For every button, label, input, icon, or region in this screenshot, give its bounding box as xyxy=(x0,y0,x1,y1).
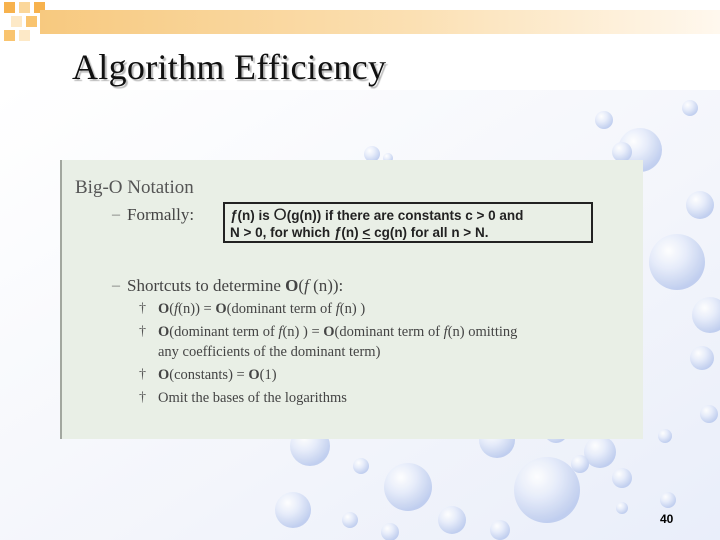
dash-bullet: – xyxy=(112,277,120,294)
bullet-text: (dominant term of xyxy=(226,301,336,317)
fn-symbol: f xyxy=(304,276,309,295)
definition-text: (g(n)) if there are constants c > 0 and xyxy=(286,208,524,223)
dagger-bullet: † xyxy=(139,390,146,405)
big-o-symbol: O xyxy=(215,301,227,317)
definition-text: N > 0, for which xyxy=(230,225,334,240)
decor-square xyxy=(4,30,15,41)
decor-square xyxy=(4,2,15,13)
bullet-text: (dominant term of xyxy=(334,324,444,340)
shortcuts-text: Shortcuts to determine xyxy=(127,276,286,295)
dagger-bullet: † xyxy=(139,324,146,339)
definition-text: (n) is xyxy=(237,208,274,223)
big-o-symbol: O xyxy=(323,324,335,340)
bullet-text: (dominant term of xyxy=(169,324,279,340)
bullet-text: (n) ) = xyxy=(282,324,324,340)
dash-bullet: – xyxy=(112,206,120,223)
big-o-symbol: O xyxy=(158,301,170,317)
shortcuts-text: (n)): xyxy=(308,276,344,295)
decor-square xyxy=(19,30,30,41)
bullet-item-2-continuation: any coefficients of the dominant term) xyxy=(158,344,381,360)
page-number: 40 xyxy=(660,512,674,526)
dagger-bullet: † xyxy=(139,367,146,382)
bullet-text: ( xyxy=(169,301,175,317)
definition-text: cg(n) for all n > N. xyxy=(370,225,489,240)
bullet-text: (constants) = xyxy=(169,367,249,383)
definition-text: (n) xyxy=(341,225,363,240)
big-o-symbol: O xyxy=(273,205,287,224)
fn-symbol: f xyxy=(443,324,448,340)
bullet-item-3 xyxy=(158,367,277,384)
title-accent-bar xyxy=(40,10,720,34)
decor-square xyxy=(11,16,22,27)
fn-symbol: f xyxy=(174,301,179,317)
big-o-symbol: O xyxy=(158,324,170,340)
bullet-item-2 xyxy=(158,324,517,341)
definition-box xyxy=(223,202,593,243)
dagger-bullet: † xyxy=(139,301,146,316)
decor-square xyxy=(26,16,37,27)
bullet-text: (n) ) xyxy=(339,301,366,317)
panel-heading: Big-O Notation xyxy=(75,177,194,198)
bullet-text: (n) omitting xyxy=(447,324,518,340)
big-o-symbol: O xyxy=(285,276,299,295)
content-panel xyxy=(60,160,643,439)
shortcuts-heading xyxy=(127,276,343,296)
bullet-item-1 xyxy=(158,301,365,318)
fn-symbol: f xyxy=(278,324,283,340)
formally-label: Formally: xyxy=(127,205,195,224)
definition-line-1 xyxy=(230,206,523,224)
definition-line-2 xyxy=(230,224,488,241)
big-o-symbol: O xyxy=(248,367,260,383)
fn-symbol: ƒ xyxy=(230,208,238,223)
fn-symbol: f xyxy=(335,301,340,317)
big-o-symbol: O xyxy=(158,367,170,383)
bullet-text: (1) xyxy=(259,367,277,383)
bullet-text: (n)) = xyxy=(178,301,216,317)
bullet-item-4: Omit the bases of the logarithms xyxy=(158,390,347,406)
shortcuts-text: ( xyxy=(298,276,305,295)
less-equal-symbol: < xyxy=(362,225,371,240)
decor-square xyxy=(19,2,30,13)
fn-symbol: ƒ xyxy=(333,225,342,240)
slide-title: Algorithm Efficiency xyxy=(72,47,387,87)
